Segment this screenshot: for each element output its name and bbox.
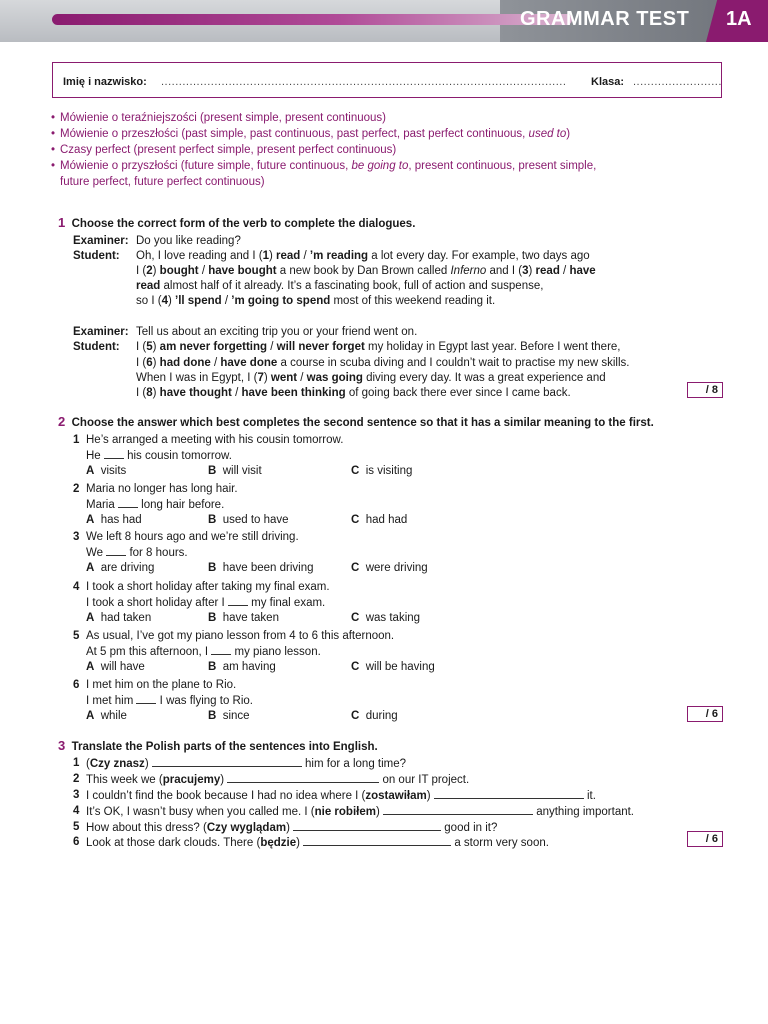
question-sentence: As usual, I’ve got my piano lesson from 4 to 6 this afternoon. <box>86 630 395 642</box>
question-number: 3 <box>73 789 80 801</box>
option-b[interactable]: B since <box>208 710 250 722</box>
question-number: 3 <box>73 531 80 543</box>
question-sentence: I met him on the plane to Rio. <box>86 679 237 691</box>
question-rewrite: I met him I was flying to Rio. <box>86 695 253 707</box>
section1-score-box: / 8 <box>687 382 723 398</box>
question-number: 5 <box>73 821 80 833</box>
question-number: 1 <box>73 434 80 446</box>
examiner-label: Examiner: <box>73 326 129 338</box>
option-b[interactable]: B have taken <box>208 612 279 624</box>
option-a[interactable]: A has had <box>86 514 142 526</box>
section1-header: 1 Choose the correct form of the verb to complete the dialogues. <box>58 215 416 230</box>
answer-blank[interactable] <box>118 498 138 508</box>
topic-item: • Mówienie o przyszłości (future simple, future continuous, be going to, present continuous, present simple, future perfect, future perfect continuous) <box>52 158 672 190</box>
question-rewrite: I took a short holiday after I my final exam. <box>86 597 326 609</box>
class-field[interactable]: ......................... <box>633 76 722 88</box>
option-b[interactable]: B will visit <box>208 465 262 477</box>
dialogue-line: I (2) bought / have bought a new book by Dan Brown called Inferno and I (3) read / have <box>136 265 596 277</box>
dialogue-line: I (8) have thought / have been thinking of going back there ever since I came back. <box>136 387 571 399</box>
dialogue-line: Oh, I love reading and I (1) read / ’m reading a lot every day. For example, two days ago <box>136 250 590 262</box>
option-c[interactable]: C was taking <box>351 612 421 624</box>
dialogue-line: I (5) am never forgetting / will never forget my holiday in Egypt last year. Before I went there, <box>136 341 621 353</box>
section2-score-box: / 6 <box>687 706 723 722</box>
translation-blank[interactable] <box>152 757 302 767</box>
question-sentence: I took a short holiday after taking my final exam. <box>86 581 330 593</box>
page-title: GRAMMAR TEST <box>520 8 690 30</box>
option-a[interactable]: A will have <box>86 661 145 673</box>
answer-blank[interactable] <box>104 449 124 459</box>
translation-sentence: I couldn’t find the book because I had no idea where I (zostawiłam) it. <box>86 790 596 802</box>
question-rewrite: At 5 pm this afternoon, I my piano lesson. <box>86 646 321 658</box>
topic-item: • Mówienie o teraźniejszości (present simple, present continuous) <box>52 110 672 126</box>
question-number: 5 <box>73 630 80 642</box>
translation-blank[interactable] <box>227 773 379 783</box>
topic-item: • Mówienie o przeszłości (past simple, past continuous, past perfect, past perfect continuous, used to) <box>52 126 672 142</box>
dialogue-line: I (6) had done / have done a course in scuba diving and I couldn’t wait to practise my new skills. <box>136 357 630 369</box>
question-number: 4 <box>73 805 80 817</box>
option-c[interactable]: C is visiting <box>351 465 413 477</box>
dialogue1-question: Do you like reading? <box>136 235 241 247</box>
student-label: Student: <box>73 341 120 353</box>
header-stripe <box>52 14 572 25</box>
answer-blank[interactable] <box>228 596 248 606</box>
option-c[interactable]: C will be having <box>351 661 435 673</box>
examiner-label: Examiner: <box>73 235 129 247</box>
question-rewrite: We for 8 hours. <box>86 547 188 559</box>
option-a[interactable]: A are driving <box>86 562 155 574</box>
class-label: Klasa: <box>591 76 625 88</box>
topic-list <box>52 110 672 190</box>
translation-sentence: How about this dress? (Czy wyglądam) good in it? <box>86 822 498 834</box>
question-number: 1 <box>73 757 80 769</box>
question-number: 2 <box>73 483 80 495</box>
dialogue-line: When I was in Egypt, I (7) went / was going diving every day. It was a great experience and <box>136 372 606 384</box>
translation-blank[interactable] <box>303 836 451 846</box>
question-number: 6 <box>73 679 80 691</box>
option-a[interactable]: A while <box>86 710 127 722</box>
dialogue-line: so I (4) ’ll spend / ’m going to spend most of this weekend reading it. <box>136 295 496 307</box>
name-field[interactable]: .................................................................................................................. <box>161 76 567 88</box>
question-rewrite: He his cousin tomorrow. <box>86 450 232 462</box>
name-box <box>52 62 722 98</box>
translation-blank[interactable] <box>293 821 441 831</box>
option-c[interactable]: C were driving <box>351 562 428 574</box>
section2-header: 2 Choose the answer which best completes the second sentence so that it has a similar meaning to the first. <box>58 414 654 429</box>
section3-header: 3 Translate the Polish parts of the sentences into English. <box>58 738 378 753</box>
question-number: 6 <box>73 836 80 848</box>
option-a[interactable]: A visits <box>86 465 127 477</box>
answer-blank[interactable] <box>211 645 231 655</box>
answer-blank[interactable] <box>106 546 126 556</box>
question-sentence: We left 8 hours ago and we’re still driving. <box>86 531 299 543</box>
translation-blank[interactable] <box>434 789 584 799</box>
question-sentence: Maria no longer has long hair. <box>86 483 238 495</box>
dialogue-line: read almost half of it already. It’s a fascinating book, full of action and suspense, <box>136 280 544 292</box>
dialogue2-question: Tell us about an exciting trip you or your friend went on. <box>136 326 418 338</box>
option-a[interactable]: A had taken <box>86 612 152 624</box>
translation-sentence: This week we (pracujemy) on our IT project. <box>86 774 470 786</box>
question-number: 4 <box>73 581 80 593</box>
question-rewrite: Maria long hair before. <box>86 499 225 511</box>
topic-item: • Czasy perfect (present perfect simple, present perfect continuous) <box>52 142 672 158</box>
option-b[interactable]: B used to have <box>208 514 289 526</box>
question-sentence: He’s arranged a meeting with his cousin tomorrow. <box>86 434 344 446</box>
test-tab-label: 1A <box>726 8 752 30</box>
answer-blank[interactable] <box>136 694 156 704</box>
translation-blank[interactable] <box>383 805 533 815</box>
option-b[interactable]: B am having <box>208 661 276 673</box>
option-c[interactable]: C during <box>351 710 398 722</box>
student-label: Student: <box>73 250 120 262</box>
translation-sentence: It’s OK, I wasn’t busy when you called me. I (nie robiłem) anything important. <box>86 806 635 818</box>
name-label: Imię i nazwisko: <box>63 76 147 88</box>
option-c[interactable]: C had had <box>351 514 408 526</box>
translation-sentence: Look at those dark clouds. There (będzie) a storm very soon. <box>86 837 549 849</box>
question-number: 2 <box>73 773 80 785</box>
section3-score-box: / 6 <box>687 831 723 847</box>
option-b[interactable]: B have been driving <box>208 562 314 574</box>
translation-sentence: (Czy znasz) him for a long time? <box>86 758 407 770</box>
